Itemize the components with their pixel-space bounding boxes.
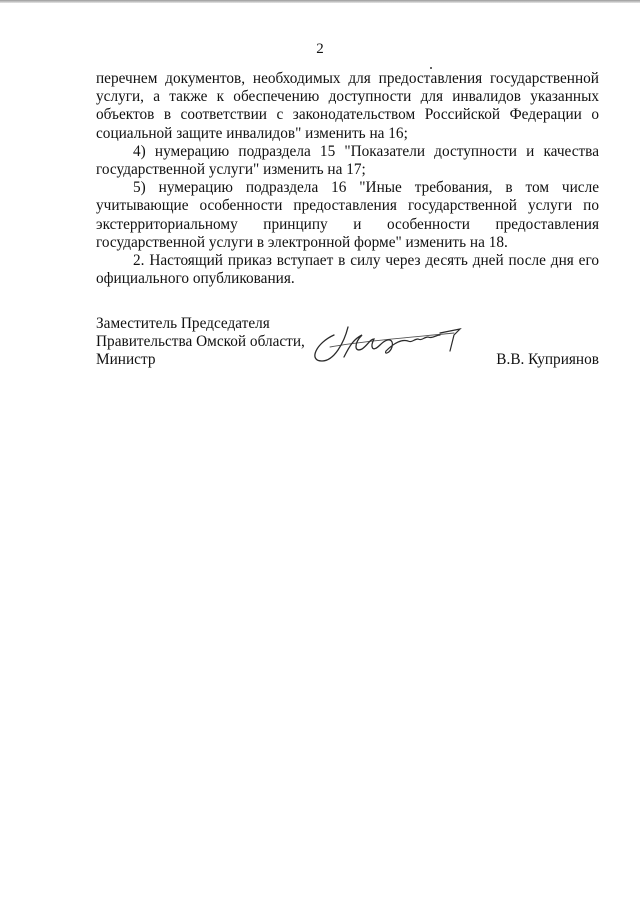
signer-title-line-3: Министр [96,351,156,368]
signer-title-line-2: Правительства Омской области, [96,333,305,350]
paragraph-continuation: перечнем документов, необходимых для предоставления государственной услуги, а также к обеспечению доступности для инвалидов указанных объектов в соответствии с законодательством Российской Федерации о социальной защите инвалидов" изменить на 16; [96,70,599,142]
signature-block [96,315,599,375]
handwritten-signature [304,321,474,367]
paragraph-item-5: 5) нумерацию подраздела 16 "Иные требования, в том числе учитывающие особенности предоставления государственной услуги по экстерриториальному принципу и особенности предоставления государственной услуги в электронной форме" изменить на 18. [96,179,599,251]
signer-name: В.В. Куприянов [496,351,599,368]
scan-speck [430,67,432,69]
paragraph-clause-2: 2. Настоящий приказ вступает в силу через десять дней после дня его официального опубликования. [96,252,599,288]
signer-title-line-1: Заместитель Председателя [96,315,270,332]
page-number: 2 [316,41,324,57]
scan-top-edge [0,0,640,3]
document-body [96,70,599,288]
paragraph-item-4: 4) нумерацию подраздела 15 "Показатели доступности и качества государственной услуги" изменить на 17; [96,142,599,179]
